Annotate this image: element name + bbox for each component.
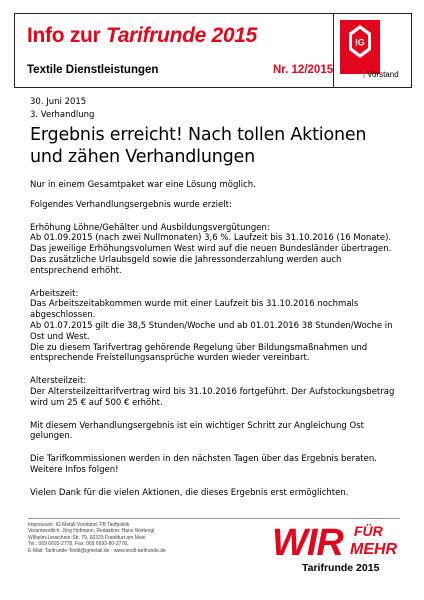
wages-title: Erhöhung Löhne/Gehälter und Ausbildungsvergütungen: — [30, 222, 270, 233]
imprint-line: Verantwortlich: Jörg Hofmann, Redaktion: Hans Wettengl — [28, 528, 155, 535]
header-divider — [333, 14, 334, 87]
paragraph-result-intro: Folgendes Verhandlungsergebnis wurde erzielt: — [30, 199, 232, 210]
header-box — [14, 13, 412, 88]
imprint-line: Impressum: IG Metall Vorstand, FB Tarifpolitik — [28, 522, 130, 528]
wir-fuer-mehr-logo-icon — [270, 520, 400, 558]
imprint-line: E-Mail: Tarifrunde-Textil@igmetall.de · www.textil-tarifrunde.de — [28, 547, 166, 554]
campaign-word-2: FÜR — [354, 523, 383, 539]
campaign-word-1: WIR — [272, 522, 343, 558]
campaign-label: Tarifrunde 2015 — [302, 562, 380, 574]
paragraph-intro: Nur in einem Gesamtpaket war eine Lösung möglich. — [30, 180, 256, 190]
imprint — [28, 522, 228, 554]
article-date: 30. Juni 2015 — [30, 97, 87, 107]
logo-letters: IG — [355, 37, 365, 48]
organization-label: | Vorstand — [363, 70, 399, 79]
title-part-2: Tarifrunde 2015 — [105, 24, 258, 47]
paragraph-commission: Die Tarifkommissionen werden in den nächsten Tagen über das Ergebnis beraten. Weitere Infos folgen! — [30, 454, 377, 475]
article-headline: Ergebnis erreicht! Nach tollen Aktionen und zähen Verhandlungen — [30, 125, 367, 167]
imprint-line: Tel.: 069 6693-2778, Fax: 069 6693-80-2778, — [28, 541, 129, 548]
article-round: 3. Verhandlung — [30, 110, 95, 120]
paragraph-thanks: Vielen Dank für die vielen Aktionen, die dieses Ergebnis erst ermöglichten. — [30, 487, 349, 498]
wages-extra: Das zusätzliche Urlaubsgeld sowie die Jahressonderzahlung werden auch entsprechend erhöht. — [30, 254, 342, 276]
worktime-text-3: Die zu diesem Tarifvertrag gehörende Regelung über Bildungsmaßnahmen und entsprechende Freistellungsansprüche wurden wieder vereinbart. — [30, 342, 368, 364]
worktime-text-2: Ab 01.07.2015 gilt die 38,5 Stunden/Woche und ab 01.01.2016 38 Stunden/Woche in Ost und West. — [30, 320, 393, 342]
worktime-title: Arbeitszeit: — [30, 288, 79, 299]
age-text: Der Altersteilzeittarifvertrag wird bis 31.10.2016 fortgeführt. Der Aufstockungsbetrag wird um 25 € auf 500 € erhöht. — [30, 386, 395, 408]
title-part-1: Info zur — [27, 24, 106, 47]
paragraph-step: Mit diesem Verhandlungsergebnis ist ein wichtiger Schritt zur Angleichung Ost gelungen. — [30, 420, 364, 442]
wages-text: Ab 01.09.2015 (nach zwei Nullmonaten) 3,6 %. Laufzeit bis 31.10.2016 (16 Monate). Das jeweilige Erhöhungsvolumen West wird auf die neuen Bundesländer übertragen. — [30, 233, 392, 255]
campaign-word-3: MEHR — [350, 541, 398, 558]
imprint-line: Wilhelm-Leuschner-Str. 79, 60329 Frankfurt am Main — [28, 534, 146, 541]
newsletter-subtitle: Textile Dienstleistungen — [27, 64, 159, 76]
footer-divider — [28, 518, 400, 519]
issue-number: Nr. 12/2015 — [273, 64, 334, 76]
ig-metall-logo-icon — [340, 20, 380, 74]
worktime-text-1: Das Arbeitszeitabkommen wurde mit einer Laufzeit bis 31.10.2016 nochmals abgeschlossen. — [30, 299, 359, 321]
age-title: Altersteilzeit: — [30, 376, 87, 387]
newsletter-title — [27, 24, 257, 48]
article — [30, 97, 402, 499]
